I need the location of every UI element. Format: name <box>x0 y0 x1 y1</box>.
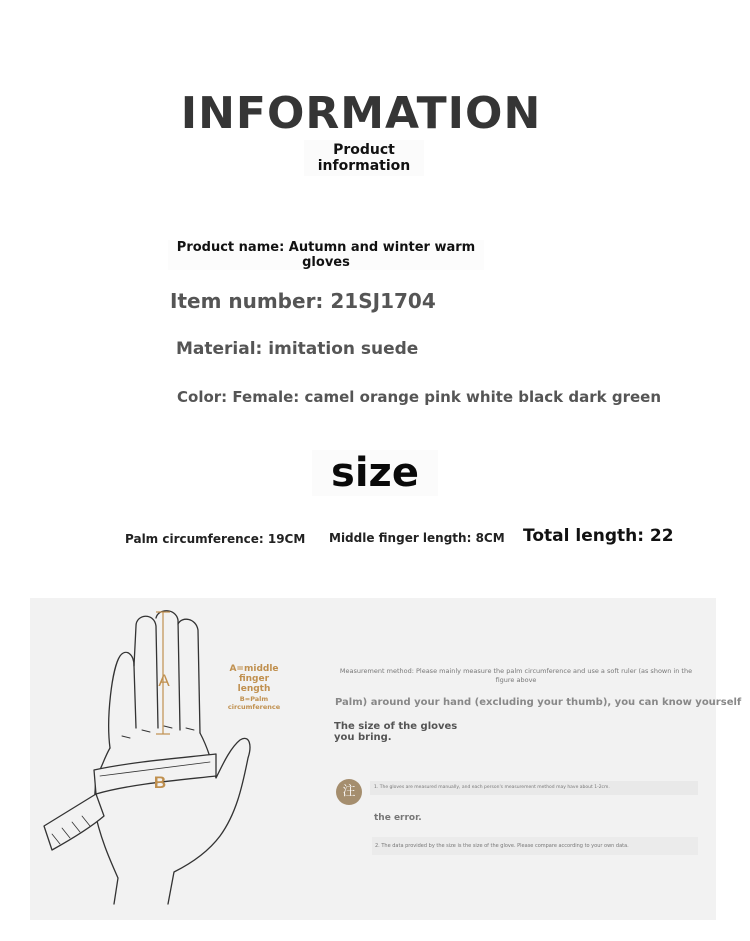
legend-b <box>224 695 284 711</box>
page-subtitle <box>304 140 424 176</box>
palm-instruction: Palm) around your hand (excluding your thumb), you can know yourself <box>335 697 742 708</box>
legend-b-line-1: B=Palm <box>239 695 269 703</box>
measurement-method <box>334 667 698 685</box>
legend-a <box>222 664 286 694</box>
size-heading: size <box>312 450 438 496</box>
note-2: 2. The data provided by the size is the size of the glove. Please compare according to your own data. <box>372 837 698 855</box>
hand-measurement-illustration <box>30 598 260 920</box>
subtitle-line-2: information <box>317 158 411 174</box>
middle-finger-length: Middle finger length: 8CM <box>329 531 505 545</box>
note-1: 1. The gloves are measured manually, and each person's measurement method may have about 1-2cm. <box>370 781 698 795</box>
error-note: the error. <box>374 813 422 823</box>
page-title: INFORMATION <box>180 88 542 139</box>
gloves-instruction <box>334 721 457 743</box>
product-name <box>168 240 484 270</box>
product-name-line-1: Product name: Autumn and winter warm <box>176 240 476 255</box>
item-number: Item number: 21SJ1704 <box>170 289 436 313</box>
legend-a-line-1: A=middle <box>229 664 279 674</box>
method-line-1: Measurement method: Please mainly measure the palm circumference and use a soft ruler (as shown in the <box>339 667 693 675</box>
material: Material: imitation suede <box>176 339 419 359</box>
product-name-line-2: gloves <box>302 255 350 270</box>
label-a: A <box>158 671 170 690</box>
gloves-line-1: The size of the gloves <box>334 721 458 732</box>
label-b: B <box>153 773 167 792</box>
method-line-2: figure above <box>495 676 537 684</box>
gloves-line-2: you bring. <box>334 732 392 743</box>
color: Color: Female: camel orange pink white black dark green <box>177 388 661 406</box>
total-length: Total length: 22 <box>523 526 674 546</box>
legend-a-line-2: finger length <box>237 674 271 694</box>
note-badge-icon: 注 <box>336 779 362 805</box>
palm-circumference: Palm circumference: 19CM <box>125 532 306 546</box>
legend-b-line-2: circumference <box>227 703 281 711</box>
subtitle-line-1: Product <box>333 142 395 158</box>
